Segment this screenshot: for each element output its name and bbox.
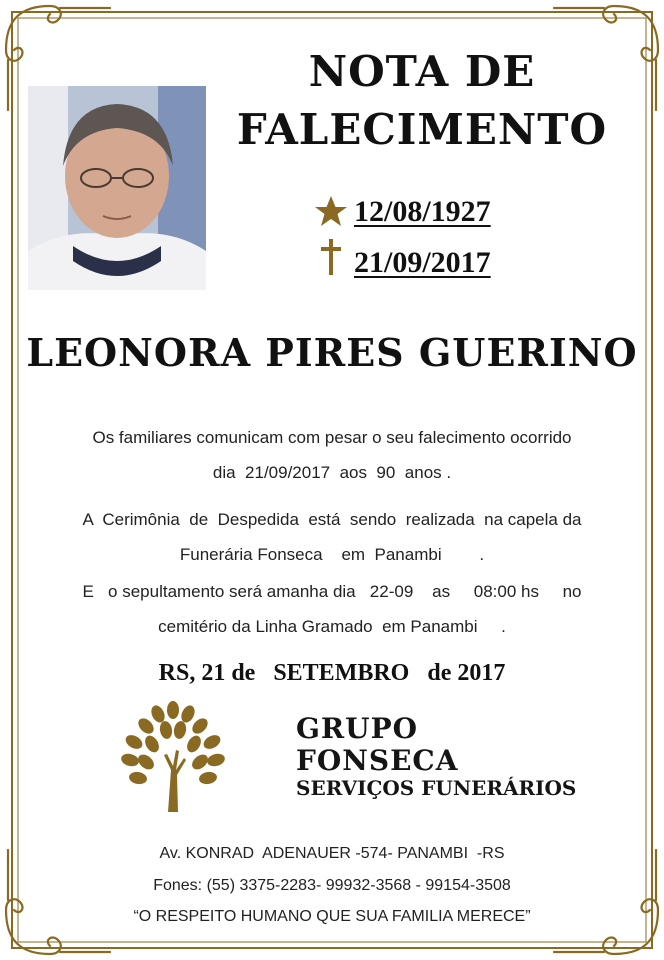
body-line-4: Funerária Fonseca em Panambi . bbox=[179, 545, 485, 564]
body-line-3: A Cerimônia de Despedida está sendo realizada na capela da bbox=[82, 510, 582, 529]
body-line-1: Os familiares comunicam com pesar o seu falecimento ocorrido bbox=[92, 428, 572, 447]
title-line-2: FALECIMENTO bbox=[236, 105, 608, 154]
body-line-6: cemitério da Linha Gramado em Panambi . bbox=[158, 617, 506, 636]
tree-icon bbox=[118, 700, 228, 812]
footer-address: Av. KONRAD ADENAUER -574- PANAMBI -RS bbox=[159, 845, 505, 862]
company-name-line-2: FONSECA bbox=[296, 744, 459, 777]
cross-icon bbox=[320, 238, 342, 276]
company-tagline: SERVIÇOS FUNERÁRIOS bbox=[296, 776, 577, 800]
title-line-1: NOTA DE bbox=[308, 47, 536, 96]
death-date: 21/09/2017 bbox=[354, 246, 491, 279]
body-line-5: E o sepultamento será amanha dia 22-09 as 08:00 hs no bbox=[82, 582, 582, 601]
star-icon bbox=[314, 195, 348, 227]
place-and-date: RS, 21 de SETEMBRO de 2017 bbox=[158, 660, 506, 686]
footer-phones: Fones: (55) 3375-2283- 99932-3568 - 99154-3508 bbox=[153, 877, 511, 894]
birth-date: 12/08/1927 bbox=[354, 195, 491, 228]
deceased-name: LEONORA PIRES GUERINO bbox=[26, 330, 638, 375]
portrait-photo bbox=[28, 86, 206, 290]
body-line-2: dia 21/09/2017 aos 90 anos . bbox=[212, 463, 452, 482]
company-name-line-1: GRUPO bbox=[296, 712, 419, 745]
footer-slogan: “O RESPEITO HUMANO QUE SUA FAMILIA MERECE” bbox=[133, 908, 531, 925]
